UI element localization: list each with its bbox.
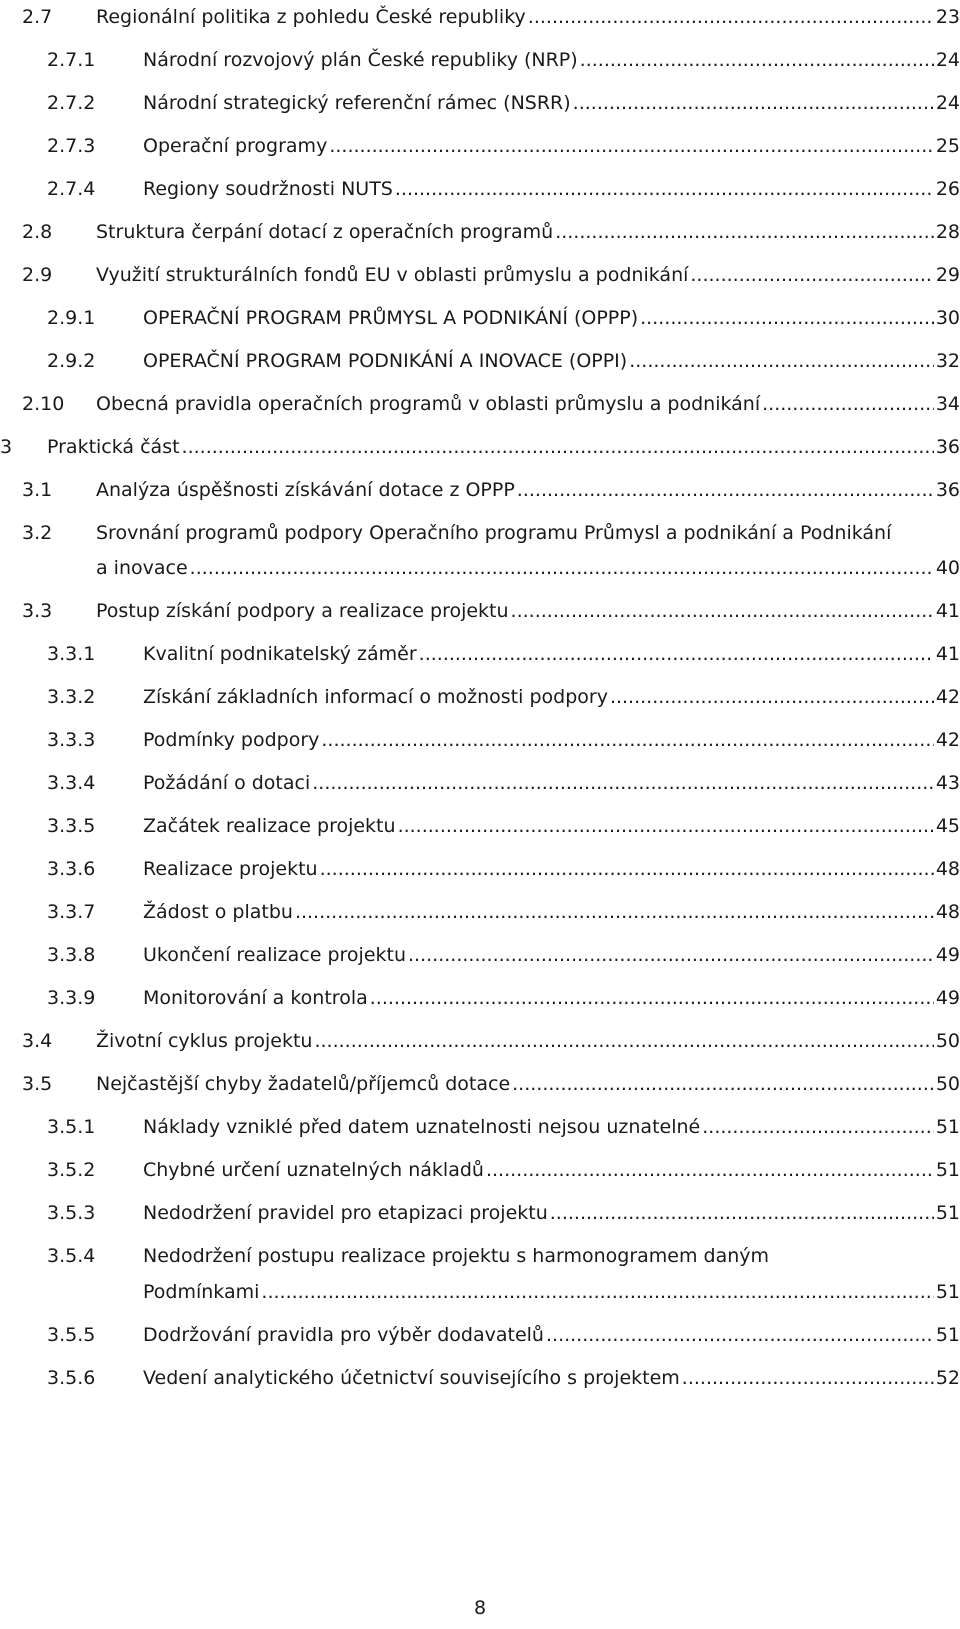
- dot-leader: [517, 475, 934, 505]
- toc-entry-page: 42: [935, 686, 960, 708]
- toc-entry-title-line: [143, 983, 960, 1013]
- toc-entry[interactable]: [0, 1112, 960, 1142]
- dot-leader: [640, 303, 934, 333]
- dot-leader: [580, 45, 934, 75]
- toc-entry-number: 2.7.3: [47, 135, 96, 157]
- toc-entry-title-line: [96, 1069, 960, 1099]
- dot-leader: [486, 1155, 934, 1185]
- toc-entry-number: 3.3.4: [47, 772, 96, 794]
- dot-leader: [690, 260, 933, 290]
- toc-entry-page: 28: [935, 221, 960, 243]
- toc-entry-page: 24: [935, 49, 960, 71]
- toc-entry-number: 2.9.1: [47, 307, 96, 329]
- toc-entry-page: 45: [935, 815, 960, 837]
- toc-entry-number: 3.3: [22, 600, 53, 622]
- toc-entry-page: 51: [935, 1281, 960, 1303]
- dot-leader: [528, 2, 934, 32]
- toc-entry[interactable]: [0, 1069, 960, 1099]
- toc-entry-title-line: [96, 2, 960, 32]
- toc-entry[interactable]: [0, 1198, 960, 1228]
- toc-entry-title-line: [143, 1320, 960, 1350]
- toc-entry-title: Chybné určení uznatelných nákladů: [143, 1159, 484, 1181]
- dot-leader: [419, 639, 934, 669]
- toc-entry[interactable]: [0, 639, 960, 669]
- dot-leader: [546, 1320, 934, 1350]
- toc-entry-number: 3.4: [22, 1030, 53, 1052]
- toc-entry-number: 2.9: [22, 264, 53, 286]
- toc-entry-page: 48: [935, 858, 960, 880]
- toc-entry-number: 3.5.1: [47, 1116, 96, 1138]
- toc-entry[interactable]: [0, 303, 960, 333]
- toc-entry-title: Regiony soudržnosti NUTS: [143, 178, 393, 200]
- toc-entry-title: Požádání o dotaci: [143, 772, 311, 794]
- toc-entry-title-line: [143, 346, 960, 376]
- toc-entry-title-line: [96, 1026, 960, 1056]
- dot-leader: [321, 725, 933, 755]
- toc-entry-title: Analýza úspěšnosti získávání dotace z OPPP: [96, 479, 515, 501]
- dot-leader: [610, 682, 934, 712]
- toc-entry[interactable]: [0, 45, 960, 75]
- toc-entry-title: Nejčastější chyby žadatelů/příjemců dotace: [96, 1073, 511, 1095]
- toc-entry-number: 3.3.1: [47, 643, 96, 665]
- toc-entry[interactable]: [0, 596, 960, 626]
- toc-entry-title: Monitorování a kontrola: [143, 987, 368, 1009]
- toc-entry-title: Národní strategický referenční rámec (NSRR): [143, 92, 571, 114]
- toc-entry[interactable]: [0, 682, 960, 712]
- toc-entry[interactable]: [0, 518, 960, 548]
- toc-entry-number: 3.3.3: [47, 729, 96, 751]
- dot-leader: [312, 768, 934, 798]
- toc-entry-number: 2.8: [22, 221, 53, 243]
- toc-entry-page: 36: [935, 436, 960, 458]
- toc-entry-title: Operační programy: [143, 135, 328, 157]
- toc-entry-page: 26: [935, 178, 960, 200]
- toc-entry[interactable]: [0, 217, 960, 247]
- toc-entry-number: 3.5: [22, 1073, 53, 1095]
- toc-entry-title: Praktická část: [47, 436, 180, 458]
- toc-entry-title: Začátek realizace projektu: [143, 815, 396, 837]
- toc-entry-title: Získání základních informací o možnosti podpory: [143, 686, 608, 708]
- toc-entry-number: 3: [0, 436, 13, 458]
- toc-entry-number: 3.5.5: [47, 1324, 96, 1346]
- toc-entry-title: OPERAČNÍ PROGRAM PODNIKÁNÍ A INOVACE (OPPI): [143, 350, 628, 372]
- toc-entry-title-line: [96, 553, 960, 583]
- toc-entry[interactable]: [0, 897, 960, 927]
- toc-entry-number: 2.10: [22, 393, 65, 415]
- toc-entry-title-line: [143, 88, 960, 118]
- toc-entry-title-line: [143, 854, 960, 884]
- toc-entry-page: 42: [935, 729, 960, 751]
- dot-leader: [762, 389, 934, 419]
- toc-entry-page: 40: [935, 557, 960, 579]
- toc-entry-title-line: [96, 260, 960, 290]
- dot-leader: [395, 174, 934, 204]
- dot-leader: [682, 1363, 934, 1393]
- toc-entry[interactable]: [0, 432, 960, 462]
- toc-entry-page: 51: [935, 1202, 960, 1224]
- toc-entry-title-first-line: Nedodržení postupu realizace projektu s harmonogramem daným: [143, 1245, 770, 1267]
- toc-entry[interactable]: [0, 2, 960, 32]
- dot-leader: [329, 131, 933, 161]
- toc-entry-title-line: [96, 217, 960, 247]
- toc-entry-number: 3.3.7: [47, 901, 96, 923]
- dot-leader: [702, 1112, 934, 1142]
- toc-entry[interactable]: [0, 389, 960, 419]
- toc-entry-title-line: [143, 1363, 960, 1393]
- toc-entry-number: 3.3.8: [47, 944, 96, 966]
- toc-entry-title: Ukončení realizace projektu: [143, 944, 407, 966]
- dot-leader: [398, 811, 934, 841]
- dot-leader: [511, 596, 934, 626]
- toc-entry-title: a inovace: [96, 557, 188, 579]
- toc-entry-title-line: [96, 596, 960, 626]
- dot-leader: [190, 553, 934, 583]
- toc-entry-title-line: [143, 940, 960, 970]
- toc-entry-page: 51: [935, 1116, 960, 1138]
- toc-entry-number: 2.7.2: [47, 92, 96, 114]
- toc-entry-page: 32: [935, 350, 960, 372]
- toc-entry-page: 51: [935, 1324, 960, 1346]
- toc-entry-title-line: [143, 1155, 960, 1185]
- toc-entry-number: 3.3.2: [47, 686, 96, 708]
- toc-entry-title: Využití strukturálních fondů EU v oblasti průmyslu a podnikání: [96, 264, 689, 286]
- toc-entry-title: Národní rozvojový plán České republiky (NRP): [143, 49, 578, 71]
- toc-entry-title-line: [143, 1112, 960, 1142]
- toc-entry-title-line: [143, 174, 960, 204]
- toc-entry-title-line: [96, 389, 960, 419]
- dot-leader: [408, 940, 934, 970]
- toc-entry-number: 3.3.5: [47, 815, 96, 837]
- toc-entry-title-line: [143, 1198, 960, 1228]
- toc-entry-title: Náklady vzniklé před datem uznatelnosti nejsou uznatelné: [143, 1116, 701, 1138]
- toc-entry-title-line: [143, 768, 960, 798]
- dot-leader: [182, 432, 934, 462]
- dot-leader: [573, 88, 934, 118]
- toc-entry-title: Kvalitní podnikatelský záměr: [143, 643, 417, 665]
- toc-entry[interactable]: [0, 260, 960, 290]
- toc-entry-continuation[interactable]: [0, 553, 960, 583]
- toc-entry-title: OPERAČNÍ PROGRAM PRŮMYSL A PODNIKÁNÍ (OPPP): [143, 307, 639, 329]
- toc-entry-number: 3.5.3: [47, 1202, 96, 1224]
- toc-entry-title-line: [143, 682, 960, 712]
- toc-entry-title-line: [143, 131, 960, 161]
- toc-entry-page: 36: [935, 479, 960, 501]
- toc-entry[interactable]: [0, 1155, 960, 1185]
- toc-entry-title-line: [143, 639, 960, 669]
- toc-entry[interactable]: [0, 475, 960, 505]
- toc-entry-title-line: [143, 303, 960, 333]
- toc-entry-title: Struktura čerpání dotací z operačních programů: [96, 221, 554, 243]
- toc-entry-number: 3.3.9: [47, 987, 96, 1009]
- toc-entry-title: Nedodržení pravidel pro etapizaci projektu: [143, 1202, 548, 1224]
- toc-entry[interactable]: [0, 1320, 960, 1350]
- toc-entry-continuation[interactable]: [0, 1277, 960, 1307]
- toc-entry[interactable]: [0, 174, 960, 204]
- toc-entry[interactable]: [0, 1026, 960, 1056]
- dot-leader: [314, 1026, 933, 1056]
- toc-entry-page: 48: [935, 901, 960, 923]
- toc-entry-title: Životní cyklus projektu: [96, 1030, 313, 1052]
- toc-entry-title: Obecná pravidla operačních programů v oblasti průmyslu a podnikání: [96, 393, 761, 415]
- toc-entry-page: 49: [935, 944, 960, 966]
- toc-entry-page: 49: [935, 987, 960, 1009]
- toc-entry-title-line: [143, 811, 960, 841]
- toc-entry-title-line: [47, 432, 960, 462]
- toc-entry-title: Dodržování pravidla pro výběr dodavatelů: [143, 1324, 544, 1346]
- toc-entry-title: Realizace projektu: [143, 858, 318, 880]
- toc-entry-page: 24: [935, 92, 960, 114]
- toc-entry[interactable]: [0, 940, 960, 970]
- toc-entry[interactable]: [0, 854, 960, 884]
- dot-leader: [550, 1198, 934, 1228]
- dot-leader: [629, 346, 934, 376]
- toc-entry-page: 23: [935, 6, 960, 28]
- toc-entry-page: 52: [935, 1367, 960, 1389]
- toc-entry[interactable]: [0, 1241, 960, 1271]
- toc-entry-number: 3.5.6: [47, 1367, 96, 1389]
- toc-entry-title: Podmínky podpory: [143, 729, 320, 751]
- toc-entry-page: 43: [935, 772, 960, 794]
- toc-entry-page: 41: [935, 600, 960, 622]
- toc-entry-title: Regionální politika z pohledu České republiky: [96, 6, 526, 28]
- toc-entry-page: 29: [935, 264, 960, 286]
- toc-entry[interactable]: [0, 1363, 960, 1393]
- dot-leader: [320, 854, 934, 884]
- dot-leader: [512, 1069, 934, 1099]
- dot-leader: [370, 983, 934, 1013]
- dot-leader: [555, 217, 934, 247]
- toc-entry-title: Podmínkami: [143, 1281, 260, 1303]
- toc-entry-page: 50: [935, 1073, 960, 1095]
- toc-entry-title: Vedení analytického účetnictví souvisejícího s projektem: [143, 1367, 680, 1389]
- dot-leader: [295, 897, 934, 927]
- toc-entry[interactable]: [0, 811, 960, 841]
- toc-entry-title-line: [143, 897, 960, 927]
- toc-entry-number: 3.3.6: [47, 858, 96, 880]
- toc-entry-title-line: [143, 1277, 960, 1307]
- page-number: 8: [473, 1597, 487, 1619]
- toc-entry-title-line: [96, 475, 960, 505]
- toc-entry[interactable]: [0, 346, 960, 376]
- toc-entry-page: 30: [935, 307, 960, 329]
- toc-entry-number: 2.7.1: [47, 49, 96, 71]
- toc-entry-title-line: [143, 45, 960, 75]
- toc-entry-number: 3.2: [22, 522, 53, 544]
- toc-entry[interactable]: [0, 768, 960, 798]
- toc-entry-title-line: [143, 725, 960, 755]
- toc-entry-page: 25: [935, 135, 960, 157]
- toc-entry-page: 51: [935, 1159, 960, 1181]
- toc-entry[interactable]: [0, 88, 960, 118]
- toc-entry-number: 2.7: [22, 6, 53, 28]
- toc-entry-title: Žádost o platbu: [143, 901, 293, 923]
- toc-entry-number: 2.7.4: [47, 178, 96, 200]
- toc-entry-page: 34: [935, 393, 960, 415]
- toc-entry[interactable]: [0, 725, 960, 755]
- toc-entry-title: Postup získání podpory a realizace projektu: [96, 600, 509, 622]
- toc-entry-page: 41: [935, 643, 960, 665]
- toc-entry-number: 3.5.4: [47, 1245, 96, 1267]
- toc-entry[interactable]: [0, 983, 960, 1013]
- toc-entry[interactable]: [0, 131, 960, 161]
- toc-entry-title-first-line: Srovnání programů podpory Operačního programu Průmysl a podnikání a Podnikání: [96, 522, 892, 544]
- toc-entry-page: 50: [935, 1030, 960, 1052]
- dot-leader: [261, 1277, 933, 1307]
- toc-entry-number: 3.5.2: [47, 1159, 96, 1181]
- toc-entry-number: 3.1: [22, 479, 53, 501]
- toc-entry-number: 2.9.2: [47, 350, 96, 372]
